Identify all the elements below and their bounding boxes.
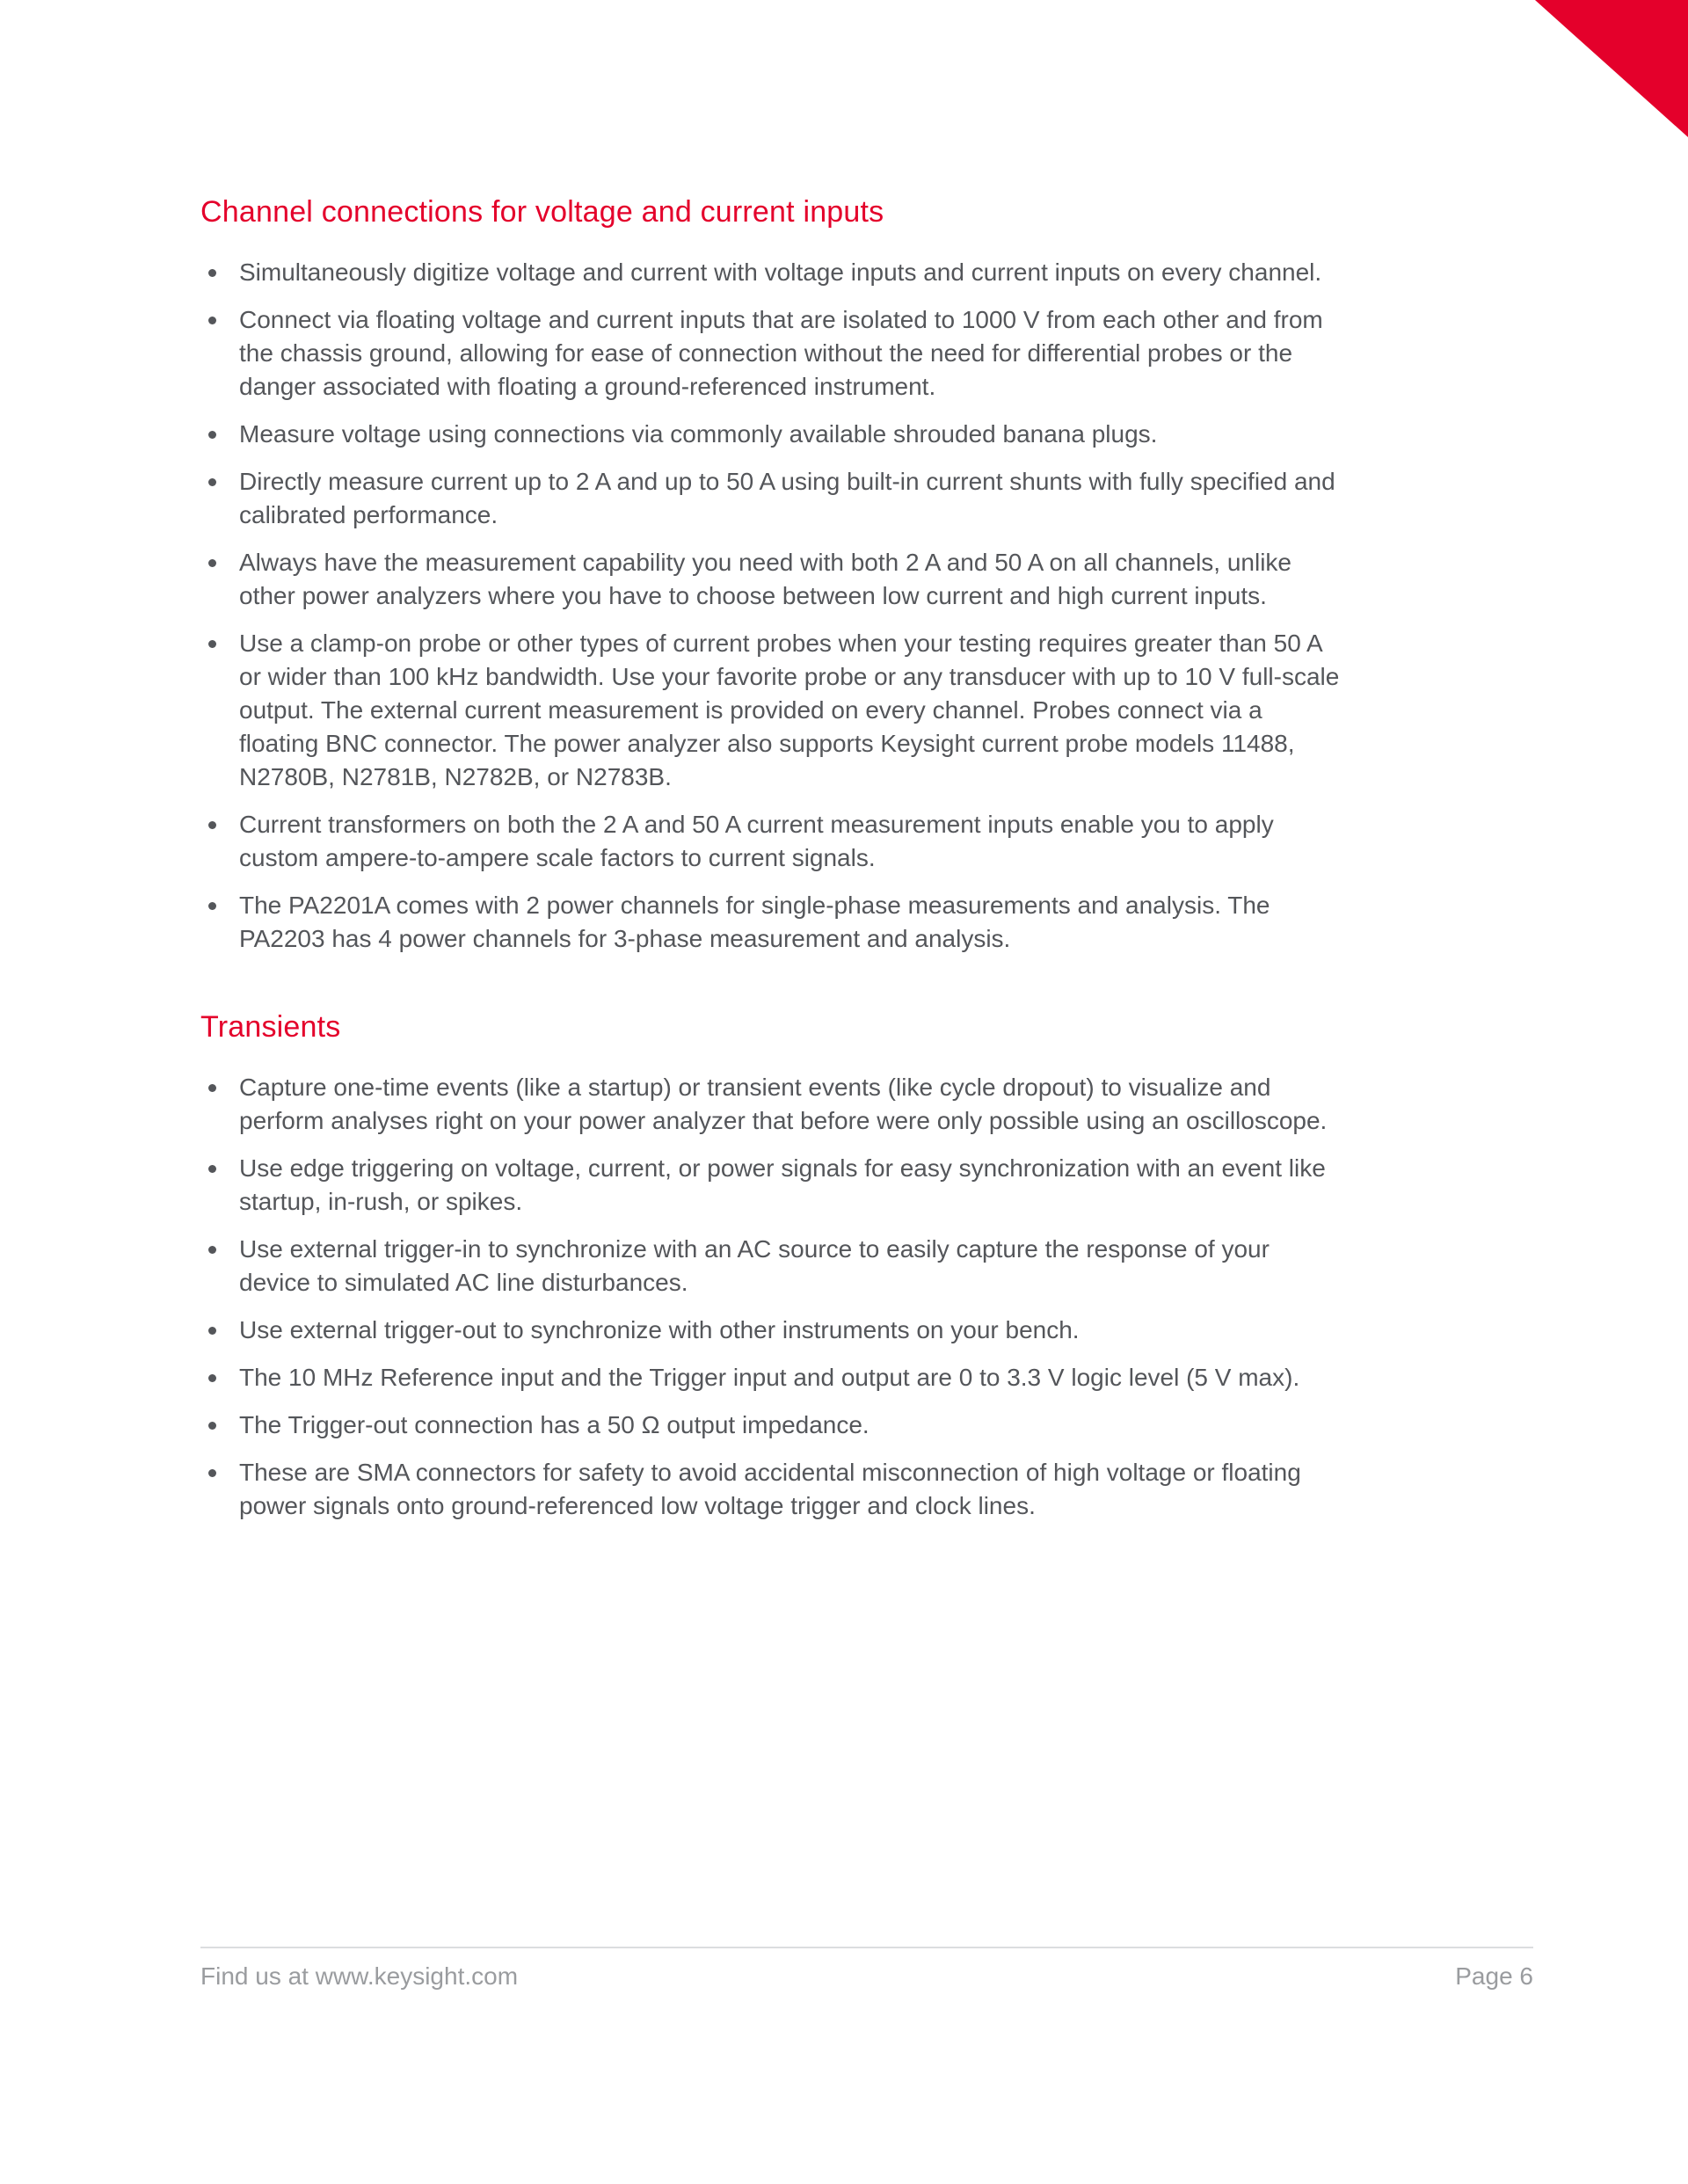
bullet-item: The 10 MHz Reference input and the Trigger input and output are 0 to 3.3 V logic level (5 V max). bbox=[200, 1361, 1340, 1394]
bullet-item: Use external trigger-out to synchronize with other instruments on your bench. bbox=[200, 1314, 1340, 1347]
footer-page-number: Page 6 bbox=[1455, 1962, 1533, 1990]
bullet-item: Simultaneously digitize voltage and current with voltage inputs and current inputs on every channel. bbox=[200, 256, 1340, 289]
bullet-item: Measure voltage using connections via commonly available shrouded banana plugs. bbox=[200, 418, 1340, 451]
page-content bbox=[200, 195, 1537, 1537]
section-channel-connections bbox=[200, 195, 1537, 956]
bullet-item: Capture one-time events (like a startup) or transient events (like cycle dropout) to visualize and perform analyses right on your power analyzer that before were only possible using an oscilloscope. bbox=[200, 1071, 1340, 1138]
bullet-item: The Trigger-out connection has a 50 Ω output impedance. bbox=[200, 1409, 1340, 1442]
bullet-list-channel-connections bbox=[200, 256, 1340, 956]
footer-divider bbox=[200, 1947, 1533, 1948]
corner-triangle-decoration bbox=[1535, 0, 1688, 137]
section-heading-transients: Transients bbox=[200, 1010, 341, 1044]
bullet-item: These are SMA connectors for safety to avoid accidental misconnection of high voltage or floating power signals onto ground-referenced low voltage trigger and clock lines. bbox=[200, 1456, 1340, 1523]
page-footer bbox=[200, 1947, 1533, 1991]
bullet-item: Use edge triggering on voltage, current, or power signals for easy synchronization with an event like startup, in-rush, or spikes. bbox=[200, 1152, 1340, 1219]
bullet-item: Always have the measurement capability you need with both 2 A and 50 A on all channels, unlike other power analyzers where you have to choose between low current and high current inputs. bbox=[200, 546, 1340, 613]
section-transients bbox=[200, 1010, 1537, 1523]
bullet-item: Connect via floating voltage and current inputs that are isolated to 1000 V from each other and from the chassis ground, allowing for ease of connection without the need for differential probes or the danger associated with floating a ground-referenced instrument. bbox=[200, 303, 1340, 404]
bullet-list-transients bbox=[200, 1071, 1340, 1523]
bullet-item: Current transformers on both the 2 A and 50 A current measurement inputs enable you to apply custom ampere-to-ampere scale factors to current signals. bbox=[200, 808, 1340, 875]
corner-triangle-shape bbox=[1535, 0, 1688, 137]
section-heading-channel-connections: Channel connections for voltage and current inputs bbox=[200, 195, 884, 229]
bullet-item: The PA2201A comes with 2 power channels for single-phase measurements and analysis. The PA2203 has 4 power channels for 3-phase measurement and analysis. bbox=[200, 889, 1340, 956]
bullet-item: Use a clamp-on probe or other types of current probes when your testing requires greater than 50 A or wider than 100 kHz bandwidth. Use your favorite probe or any transducer with up to 10 V full-scale output. The external current measurement is provided on every channel. Probes connect via a floating BNC connector. The power analyzer also supports Keysight current probe models 11488, N2780B, N2781B, N2782B, or N2783B. bbox=[200, 627, 1340, 794]
footer-find-us-text: Find us at www.keysight.com bbox=[200, 1962, 519, 1990]
footer-row bbox=[200, 1962, 1533, 1991]
bullet-item: Directly measure current up to 2 A and up to 50 A using built-in current shunts with fully specified and calibrated performance. bbox=[200, 465, 1340, 532]
bullet-item: Use external trigger-in to synchronize with an AC source to easily capture the response of your device to simulated AC line disturbances. bbox=[200, 1233, 1340, 1299]
